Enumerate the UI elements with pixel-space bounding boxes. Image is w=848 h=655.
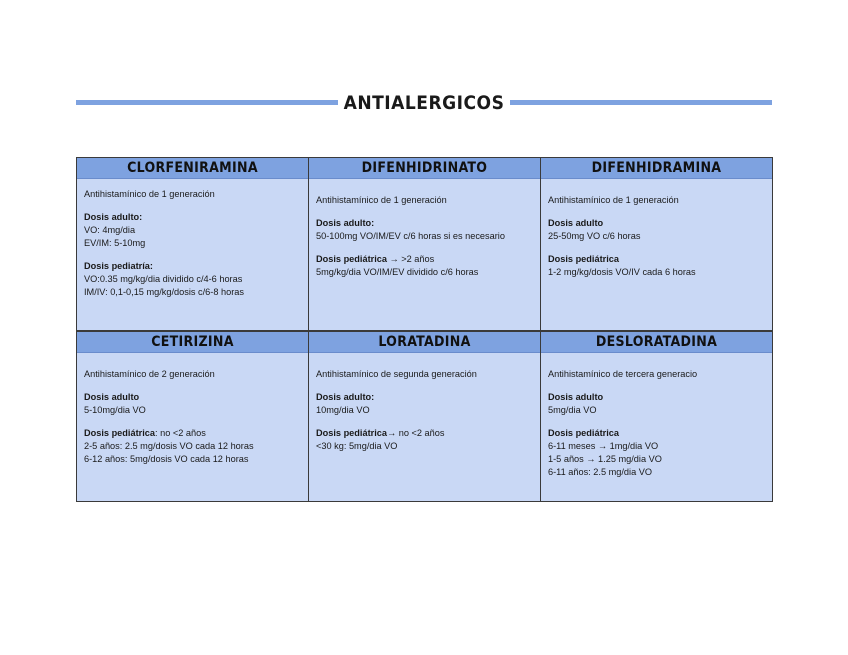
card-body — [77, 179, 308, 299]
card-title: DESLORATADINA — [541, 332, 772, 353]
adult-dose-label: Dosis adulto: — [316, 218, 375, 228]
card-loratadina — [309, 332, 541, 501]
pediatric-dose-label: Dosis pediátrica — [84, 428, 155, 438]
pediatric-dose-label: Dosis pediátrica — [316, 254, 387, 264]
card-body — [541, 353, 772, 479]
pediatric-dose-note: → >2 años — [386, 254, 435, 264]
adult-dose-line: 10mg/dia VO — [316, 405, 370, 415]
card-body — [77, 353, 308, 466]
card-title: CETIRIZINA — [77, 332, 308, 353]
card-body — [309, 353, 540, 453]
card-title: LORATADINA — [309, 332, 540, 353]
adult-dose-line: 25-50mg VO c/6 horas — [548, 231, 641, 241]
adult-dose-label: Dosis adulto: — [84, 212, 143, 222]
pediatric-dose-line: VO:0.35 mg/kg/dia dividido c/4-6 horas — [84, 274, 243, 284]
generation-text: Antihistamínico de 1 generación — [548, 195, 679, 205]
card-difenhidrinato — [309, 158, 541, 332]
adult-dose-line: 50-100mg VO/IM/EV c/6 horas si es necesario — [316, 231, 505, 241]
adult-dose-label: Dosis adulto — [548, 392, 604, 402]
drug-table — [76, 157, 773, 502]
pediatric-dose-line: 6-11 años: 2.5 mg/dia VO — [548, 467, 653, 477]
pediatric-dose-line: IM/IV: 0,1-0,15 mg/kg/dosis c/6-8 horas — [84, 287, 245, 297]
adult-dose-line: EV/IM: 5-10mg — [84, 238, 146, 248]
adult-dose-line: VO: 4mg/dia — [84, 225, 136, 235]
card-clorfeniramina — [77, 158, 309, 332]
generation-text: Antihistamínico de segunda generación — [316, 369, 477, 379]
card-title: CLORFENIRAMINA — [77, 158, 308, 179]
adult-dose-line: 5mg/dia VO — [548, 405, 597, 415]
generation-text: Antihistamínico de tercera generacio — [548, 369, 698, 379]
card-desloratadina — [541, 332, 772, 501]
pediatric-dose-label: Dosis pediátrica — [316, 428, 387, 438]
pediatric-dose-line: 1-5 años → 1.25 mg/dia VO — [548, 454, 662, 464]
pediatric-dose-note: → no <2 años — [386, 428, 445, 438]
adult-dose-line: 5-10mg/dia VO — [84, 405, 146, 415]
card-body — [309, 179, 540, 279]
card-title: DIFENHIDRINATO — [309, 158, 540, 179]
pediatric-dose-line: 2-5 años: 2.5 mg/dosis VO cada 12 horas — [84, 441, 254, 451]
pediatric-dose-note: : no <2 años — [154, 428, 206, 438]
card-difenhidramina — [541, 158, 772, 332]
page-title-text: ANTIALERGICOS — [338, 92, 511, 114]
pediatric-dose-line: 6-11 meses → 1mg/dia VO — [548, 441, 659, 451]
generation-text: Antihistamínico de 1 generación — [316, 195, 447, 205]
generation-text: Antihistamínico de 2 generación — [84, 369, 215, 379]
pediatric-dose-label: Dosis pediatría: — [84, 261, 153, 271]
pediatric-dose-line: 5mg/kg/dia VO/IM/EV dividido c/6 horas — [316, 267, 479, 277]
pediatric-dose-line: 1-2 mg/kg/dosis VO/IV cada 6 horas — [548, 267, 696, 277]
page-title — [0, 92, 848, 114]
pediatric-dose-line: 6-12 años: 5mg/dosis VO cada 12 horas — [84, 454, 249, 464]
adult-dose-label: Dosis adulto: — [316, 392, 375, 402]
card-title: DIFENHIDRAMINA — [541, 158, 772, 179]
card-cetirizina — [77, 332, 309, 501]
pediatric-dose-line: <30 kg: 5mg/dia VO — [316, 441, 398, 451]
pediatric-dose-label: Dosis pediátrica — [548, 428, 619, 438]
adult-dose-label: Dosis adulto — [548, 218, 604, 228]
card-body — [541, 179, 772, 279]
adult-dose-label: Dosis adulto — [84, 392, 140, 402]
generation-text: Antihistamínico de 1 generación — [84, 189, 215, 199]
pediatric-dose-label: Dosis pediátrica — [548, 254, 619, 264]
